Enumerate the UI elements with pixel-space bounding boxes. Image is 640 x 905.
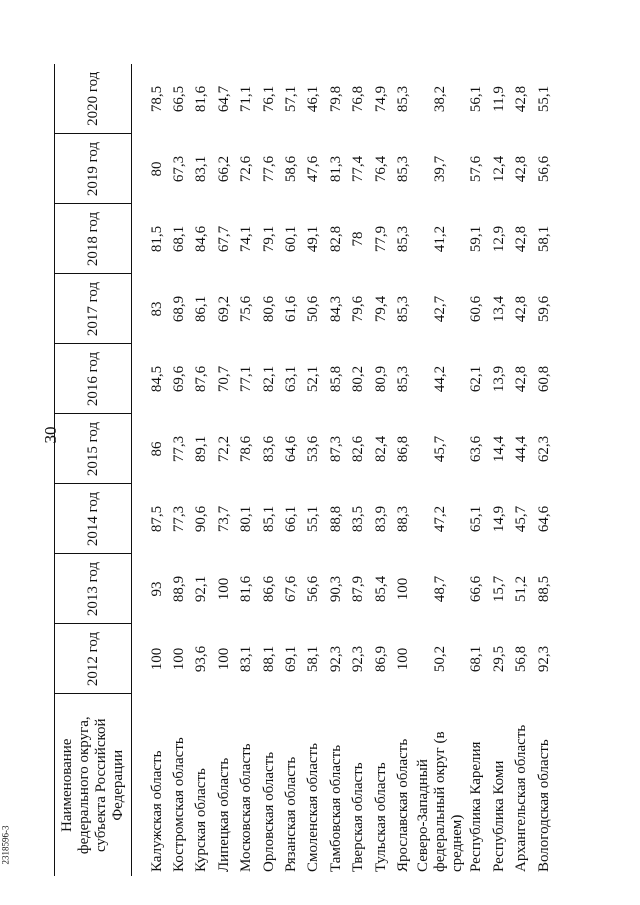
region-name-cell: Орловская область <box>260 751 277 872</box>
value-cell: 12,4 <box>490 155 507 183</box>
value-cell: 84,6 <box>193 225 210 253</box>
value-cell: 48,7 <box>431 575 448 603</box>
value-cell: 68,1 <box>171 225 188 253</box>
column-header-year: 2014 год <box>55 484 132 554</box>
value-cell: 56,6 <box>305 575 322 603</box>
value-cell: 85,4 <box>372 575 389 603</box>
value-cell: 63,6 <box>468 435 485 463</box>
value-cell: 58,1 <box>305 645 322 673</box>
value-cell: 14,9 <box>490 505 507 533</box>
table-row <box>510 64 532 876</box>
value-cell: 67,7 <box>215 225 232 253</box>
value-cell: 83,1 <box>238 645 255 673</box>
value-cell: 81,6 <box>193 85 210 113</box>
value-cell: 13,9 <box>490 365 507 393</box>
table-body <box>132 64 556 876</box>
value-cell: 67,3 <box>171 155 188 183</box>
value-cell: 85,3 <box>394 85 411 113</box>
value-cell: 77,4 <box>350 155 367 183</box>
value-cell: 62,1 <box>468 365 485 393</box>
value-cell: 14,4 <box>490 435 507 463</box>
rotated-table-container <box>54 64 552 876</box>
value-cell: 69,2 <box>215 295 232 323</box>
value-cell: 77,3 <box>171 505 188 533</box>
value-cell: 78,5 <box>148 85 165 113</box>
value-cell: 77,6 <box>260 155 277 183</box>
column-header-year: 2019 год <box>55 134 132 204</box>
table-row <box>236 64 258 876</box>
data-table <box>54 64 555 876</box>
value-cell: 86,8 <box>394 435 411 463</box>
value-cell: 69,6 <box>171 365 188 393</box>
column-header-year: 2016 год <box>55 344 132 414</box>
table-row <box>280 64 302 876</box>
value-cell: 50,6 <box>305 295 322 323</box>
value-cell: 86 <box>148 441 165 457</box>
value-cell: 100 <box>394 647 411 671</box>
value-cell: 66,1 <box>283 505 300 533</box>
value-cell: 61,6 <box>283 295 300 323</box>
value-cell: 76,8 <box>350 85 367 113</box>
column-header-year: 2012 год <box>55 624 132 694</box>
value-cell: 57,1 <box>283 85 300 113</box>
value-cell: 45,7 <box>513 505 530 533</box>
value-cell: 42,8 <box>513 85 530 113</box>
value-cell: 80,9 <box>372 365 389 393</box>
value-cell: 71,1 <box>238 85 255 113</box>
value-cell: 100 <box>215 647 232 671</box>
value-cell: 100 <box>394 577 411 601</box>
value-cell: 85,3 <box>394 365 411 393</box>
region-name-cell: Северо-Западный федеральный округ (в среднем) <box>414 731 465 872</box>
value-cell: 59,6 <box>535 295 552 323</box>
value-cell: 83,6 <box>260 435 277 463</box>
value-cell: 81,3 <box>327 155 344 183</box>
value-cell: 90,6 <box>193 505 210 533</box>
column-header-year: 2015 год <box>55 414 132 484</box>
table-row <box>168 64 190 876</box>
region-name-cell: Липецкая область <box>215 757 232 872</box>
value-cell: 92,3 <box>327 645 344 673</box>
value-cell: 66,2 <box>215 155 232 183</box>
region-name-cell: Московская область <box>238 743 255 872</box>
value-cell: 47,2 <box>431 505 448 533</box>
value-cell: 72,2 <box>215 435 232 463</box>
table-row <box>258 64 280 876</box>
value-cell: 42,8 <box>513 365 530 393</box>
value-cell: 92,1 <box>193 575 210 603</box>
value-cell: 44,2 <box>431 365 448 393</box>
region-name-cell: Архангельская область <box>513 724 530 872</box>
region-name-cell: Вологодская область <box>535 739 552 872</box>
value-cell: 51,2 <box>513 575 530 603</box>
value-cell: 80 <box>148 161 165 177</box>
value-cell: 42,8 <box>513 155 530 183</box>
region-name-cell: Рязанская область <box>283 756 300 872</box>
value-cell: 82,1 <box>260 365 277 393</box>
value-cell: 83,1 <box>193 155 210 183</box>
value-cell: 79,8 <box>327 85 344 113</box>
value-cell: 92,3 <box>535 645 552 673</box>
value-cell: 89,1 <box>193 435 210 463</box>
value-cell: 74,1 <box>238 225 255 253</box>
spacer-cell <box>132 64 147 876</box>
table-row <box>325 64 347 876</box>
value-cell: 83,5 <box>350 505 367 533</box>
value-cell: 90,3 <box>327 575 344 603</box>
column-header-year: 2018 год <box>55 204 132 274</box>
value-cell: 60,1 <box>283 225 300 253</box>
column-header-name: Наименование федерального округа, субъекта Российской Федерации <box>55 694 132 876</box>
value-cell: 46,1 <box>305 85 322 113</box>
value-cell: 69,1 <box>283 645 300 673</box>
value-cell: 78,6 <box>238 435 255 463</box>
value-cell: 80,1 <box>238 505 255 533</box>
value-cell: 83 <box>148 301 165 317</box>
value-cell: 86,1 <box>193 295 210 323</box>
value-cell: 63,1 <box>283 365 300 393</box>
value-cell: 78 <box>350 231 367 247</box>
value-cell: 85,3 <box>394 155 411 183</box>
value-cell: 81,5 <box>148 225 165 253</box>
value-cell: 66,6 <box>468 575 485 603</box>
value-cell: 92,3 <box>350 645 367 673</box>
value-cell: 79,6 <box>350 295 367 323</box>
value-cell: 52,1 <box>305 365 322 393</box>
value-cell: 42,8 <box>513 295 530 323</box>
document-code: 2318596-3 <box>0 825 11 865</box>
value-cell: 12,9 <box>490 225 507 253</box>
region-name-cell: Ярославская область <box>394 738 411 872</box>
value-cell: 55,1 <box>305 505 322 533</box>
value-cell: 62,3 <box>535 435 552 463</box>
region-name-cell: Республика Коми <box>490 760 507 872</box>
header-row <box>55 64 132 876</box>
value-cell: 64,7 <box>215 85 232 113</box>
value-cell: 82,4 <box>372 435 389 463</box>
value-cell: 85,3 <box>394 295 411 323</box>
value-cell: 87,6 <box>193 365 210 393</box>
spacer-row <box>132 64 147 876</box>
value-cell: 100 <box>148 647 165 671</box>
table-row <box>392 64 414 876</box>
value-cell: 68,1 <box>468 645 485 673</box>
value-cell: 60,6 <box>468 295 485 323</box>
value-cell: 58,1 <box>535 225 552 253</box>
value-cell: 86,6 <box>260 575 277 603</box>
value-cell: 57,6 <box>468 155 485 183</box>
value-cell: 76,1 <box>260 85 277 113</box>
table-row <box>488 64 510 876</box>
value-cell: 79,4 <box>372 295 389 323</box>
value-cell: 70,7 <box>215 365 232 393</box>
value-cell: 41,2 <box>431 225 448 253</box>
value-cell: 85,3 <box>394 225 411 253</box>
value-cell: 77,9 <box>372 225 389 253</box>
value-cell: 85,8 <box>327 365 344 393</box>
table-row <box>348 64 370 876</box>
value-cell: 88,3 <box>394 505 411 533</box>
value-cell: 76,4 <box>372 155 389 183</box>
value-cell: 42,8 <box>513 225 530 253</box>
value-cell: 55,1 <box>535 85 552 113</box>
region-name-cell: Республика Карелия <box>468 741 485 872</box>
value-cell: 67,6 <box>283 575 300 603</box>
value-cell: 85,1 <box>260 505 277 533</box>
value-cell: 88,9 <box>171 575 188 603</box>
value-cell: 65,1 <box>468 505 485 533</box>
value-cell: 88,8 <box>327 505 344 533</box>
value-cell: 60,8 <box>535 365 552 393</box>
value-cell: 81,6 <box>238 575 255 603</box>
value-cell: 84,5 <box>148 365 165 393</box>
value-cell: 93 <box>148 581 165 597</box>
value-cell: 87,9 <box>350 575 367 603</box>
table-row <box>370 64 392 876</box>
value-cell: 80,6 <box>260 295 277 323</box>
region-name-cell: Калужская область <box>148 750 165 872</box>
column-header-year: 2017 год <box>55 274 132 344</box>
value-cell: 77,1 <box>238 365 255 393</box>
region-name-cell: Курская область <box>193 768 210 872</box>
region-name-cell: Костромская область <box>171 737 188 872</box>
column-header-year: 2013 год <box>55 554 132 624</box>
value-cell: 68,9 <box>171 295 188 323</box>
region-name-cell: Смоленская область <box>305 743 322 872</box>
value-cell: 13,4 <box>490 295 507 323</box>
region-name-cell: Тамбовская область <box>327 744 344 872</box>
value-cell: 82,8 <box>327 225 344 253</box>
value-cell: 56,1 <box>468 85 485 113</box>
value-cell: 87,5 <box>148 505 165 533</box>
value-cell: 74,9 <box>372 85 389 113</box>
value-cell: 50,2 <box>431 645 448 673</box>
value-cell: 45,7 <box>431 435 448 463</box>
region-name-cell: Тульская область <box>372 762 389 872</box>
value-cell: 38,2 <box>431 85 448 113</box>
table-header <box>55 64 132 876</box>
value-cell: 47,6 <box>305 155 322 183</box>
value-cell: 64,6 <box>283 435 300 463</box>
table-row <box>146 64 168 876</box>
region-name-cell: Тверская область <box>350 762 367 872</box>
value-cell: 79,1 <box>260 225 277 253</box>
value-cell: 100 <box>215 577 232 601</box>
value-cell: 15,7 <box>490 575 507 603</box>
value-cell: 42,7 <box>431 295 448 323</box>
table-row <box>191 64 213 876</box>
value-cell: 49,1 <box>305 225 322 253</box>
table-row <box>415 64 466 876</box>
value-cell: 59,1 <box>468 225 485 253</box>
value-cell: 29,5 <box>490 645 507 673</box>
value-cell: 77,3 <box>171 435 188 463</box>
value-cell: 93,6 <box>193 645 210 673</box>
value-cell: 44,4 <box>513 435 530 463</box>
value-cell: 72,6 <box>238 155 255 183</box>
value-cell: 66,5 <box>171 85 188 113</box>
column-header-year: 2020 год <box>55 64 132 134</box>
value-cell: 86,9 <box>372 645 389 673</box>
value-cell: 58,6 <box>283 155 300 183</box>
value-cell: 82,6 <box>350 435 367 463</box>
value-cell: 100 <box>171 647 188 671</box>
value-cell: 56,8 <box>513 645 530 673</box>
value-cell: 83,9 <box>372 505 389 533</box>
value-cell: 11,9 <box>490 86 507 112</box>
table-row <box>303 64 325 876</box>
value-cell: 75,6 <box>238 295 255 323</box>
value-cell: 80,2 <box>350 365 367 393</box>
value-cell: 73,7 <box>215 505 232 533</box>
value-cell: 56,6 <box>535 155 552 183</box>
table-row <box>533 64 555 876</box>
value-cell: 53,6 <box>305 435 322 463</box>
table-row <box>213 64 235 876</box>
value-cell: 64,6 <box>535 505 552 533</box>
value-cell: 88,5 <box>535 575 552 603</box>
table-row <box>466 64 488 876</box>
value-cell: 84,3 <box>327 295 344 323</box>
value-cell: 88,1 <box>260 645 277 673</box>
value-cell: 87,3 <box>327 435 344 463</box>
page-number: 30 <box>41 426 60 444</box>
value-cell: 39,7 <box>431 155 448 183</box>
